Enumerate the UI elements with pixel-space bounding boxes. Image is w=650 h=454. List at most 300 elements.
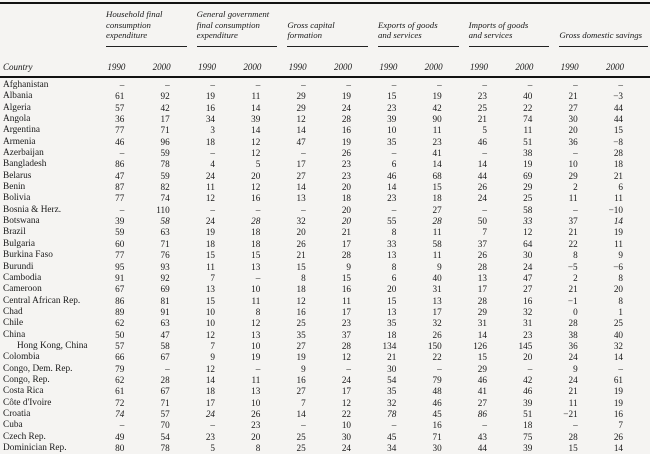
value-cell: 21: [477, 114, 487, 125]
table-row: [0, 77, 650, 91]
value-cell: 37: [477, 238, 487, 249]
value-cell: 9: [573, 363, 578, 374]
group-title-line: expenditure: [106, 30, 148, 41]
value-cell: 19: [613, 386, 623, 397]
value-cell: 14: [613, 352, 623, 363]
value-cell: 46: [523, 386, 533, 397]
value-cell: 8: [255, 443, 261, 453]
group-header-exports: [378, 3, 469, 47]
year-header-row: [0, 47, 650, 77]
value-cell: 11: [614, 238, 623, 249]
group-title-line: General government: [196, 9, 270, 20]
value-cell: −1: [567, 295, 578, 306]
value-cell: 19: [205, 91, 215, 102]
value-cell: 2: [573, 272, 578, 283]
year-header-2000: 2000: [514, 47, 559, 77]
value-cell: 16: [205, 102, 215, 113]
value-cell: –: [573, 80, 578, 90]
group-header-gross-domestic-savings: [559, 3, 650, 47]
value-cell: 40: [523, 91, 533, 102]
country-header-spacer: [0, 3, 106, 47]
table-row: [0, 409, 650, 420]
table-row: [0, 330, 650, 341]
value-cell: 11: [206, 261, 215, 272]
value-cell: 35: [387, 386, 397, 397]
value-cell: −8: [613, 136, 623, 147]
value-cell: 30: [523, 250, 533, 261]
value-cell: –: [165, 80, 170, 90]
country-cell: Azerbaijan: [3, 148, 44, 159]
table-row: [0, 205, 650, 216]
country-cell: Chile: [3, 318, 24, 329]
value-cell: 71: [160, 397, 170, 408]
value-cell: 32: [432, 318, 442, 329]
value-cell: 19: [613, 397, 623, 408]
value-cell: 11: [432, 227, 442, 238]
value-cell: –: [301, 204, 306, 215]
value-cell: 32: [387, 397, 397, 408]
value-cell: 28: [477, 261, 487, 272]
group-title-line: consumption: [106, 19, 151, 30]
value-cell: 15: [387, 295, 397, 306]
value-cell: 10: [251, 340, 261, 351]
value-cell: 110: [156, 204, 170, 215]
value-cell: 5: [255, 159, 261, 170]
value-cell: 31: [432, 284, 442, 295]
value-cell: –: [210, 80, 215, 90]
country-cell: Belarus: [3, 170, 32, 181]
value-cell: 59: [160, 148, 170, 159]
value-cell: 31: [523, 318, 533, 329]
value-cell: 29: [477, 306, 487, 317]
value-cell: 23: [341, 170, 351, 181]
value-cell: 11: [251, 374, 261, 385]
country-cell: Chad: [3, 306, 23, 317]
value-cell: –: [573, 148, 578, 159]
value-cell: 25: [613, 318, 623, 329]
value-cell: 9: [618, 250, 623, 261]
value-cell: –: [119, 420, 125, 431]
value-cell: 63: [160, 318, 170, 329]
value-cell: –: [391, 148, 397, 159]
value-cell: 25: [296, 318, 306, 329]
value-cell: 46: [477, 374, 487, 385]
value-cell: 41: [477, 386, 487, 397]
value-cell: –: [437, 363, 442, 374]
value-cell: 25: [523, 193, 533, 204]
value-cell: 13: [387, 250, 397, 261]
year-header-1990: 1990: [378, 47, 423, 77]
table-row: [0, 386, 650, 397]
value-cell: 21: [296, 250, 306, 261]
value-cell: 28: [568, 318, 578, 329]
value-cell: 11: [568, 193, 578, 204]
value-cell: 14: [613, 216, 623, 227]
value-cell: 32: [613, 340, 623, 351]
group-header-imports: [469, 3, 560, 47]
table-row: [0, 216, 650, 227]
value-cell: –: [255, 204, 261, 215]
value-cell: 62: [115, 318, 125, 329]
value-cell: 28: [613, 148, 623, 159]
value-cell: 12: [296, 295, 306, 306]
value-cell: 18: [341, 193, 351, 204]
value-cell: 22: [432, 352, 442, 363]
value-cell: 12: [251, 148, 261, 159]
value-cell: 36: [568, 340, 578, 351]
value-cell: 46: [432, 397, 442, 408]
country-cell: Cambodia: [3, 272, 42, 283]
value-cell: 29: [568, 170, 578, 181]
value-cell: –: [255, 80, 261, 90]
value-cell: –: [482, 148, 487, 159]
table-row: [0, 318, 650, 329]
value-cell: 14: [477, 159, 487, 170]
value-cell: 19: [432, 91, 442, 102]
value-cell: 11: [568, 397, 578, 408]
value-cell: 74: [160, 193, 170, 204]
value-cell: 28: [341, 114, 351, 125]
value-cell: 20: [341, 216, 351, 227]
value-cell: 17: [160, 114, 170, 125]
table-header: [0, 3, 650, 77]
country-cell: Bolivia: [3, 193, 31, 204]
table-row: [0, 103, 650, 114]
value-cell: 12: [296, 114, 306, 125]
year-header-1990: 1990: [197, 47, 242, 77]
value-cell: 11: [342, 295, 351, 306]
value-cell: 6: [391, 272, 397, 283]
value-cell: 12: [205, 193, 215, 204]
value-cell: 15: [568, 443, 578, 453]
value-cell: 61: [115, 386, 125, 397]
value-cell: 37: [341, 329, 351, 340]
value-cell: 47: [296, 136, 306, 147]
value-cell: 11: [251, 295, 261, 306]
group-header-gross-capital-formation: [287, 3, 378, 47]
table-row: [0, 193, 650, 204]
country-cell: Bosnia & Herz.: [3, 204, 62, 215]
value-cell: 24: [341, 102, 351, 113]
value-cell: –: [346, 80, 351, 90]
value-cell: 17: [205, 397, 215, 408]
value-cell: 61: [115, 91, 125, 102]
value-cell: 17: [341, 238, 351, 249]
value-cell: 78: [160, 159, 170, 170]
value-cell: 47: [160, 329, 170, 340]
value-cell: 69: [523, 170, 533, 181]
value-cell: 25: [477, 102, 487, 113]
value-cell: 28: [432, 216, 442, 227]
year-header-1990: 1990: [559, 47, 604, 77]
value-cell: 17: [432, 306, 442, 317]
value-cell: –: [391, 80, 397, 90]
value-cell: 90: [432, 114, 442, 125]
value-cell: 42: [160, 102, 170, 113]
value-cell: 42: [432, 102, 442, 113]
country-cell: Colombia: [3, 352, 40, 363]
table-row: [0, 273, 650, 284]
value-cell: 86: [477, 408, 487, 419]
value-cell: 28: [568, 431, 578, 442]
value-cell: 21: [568, 284, 578, 295]
value-cell: 39: [115, 216, 125, 227]
value-cell: 58: [432, 238, 442, 249]
value-cell: 18: [205, 238, 215, 249]
group-title-line: Gross domestic savings: [559, 30, 643, 41]
value-cell: 54: [160, 431, 170, 442]
value-cell: 8: [573, 250, 578, 261]
value-cell: 48: [432, 386, 442, 397]
group-title-line: Household final: [106, 9, 163, 20]
value-cell: 18: [523, 420, 533, 431]
value-cell: 9: [346, 261, 351, 272]
value-cell: 29: [296, 102, 306, 113]
table-row: [0, 296, 650, 307]
table-row: [0, 250, 650, 261]
group-title-line: and services: [468, 30, 513, 41]
value-cell: 17: [477, 284, 487, 295]
value-cell: 14: [387, 182, 397, 193]
value-cell: 24: [341, 443, 351, 453]
value-cell: 31: [477, 318, 487, 329]
value-cell: –: [255, 272, 261, 283]
value-cell: 12: [251, 182, 261, 193]
value-cell: 29: [523, 182, 533, 193]
value-cell: –: [119, 204, 125, 215]
value-cell: 75: [523, 431, 533, 442]
value-cell: 9: [210, 352, 215, 363]
value-cell: 46: [115, 136, 125, 147]
value-cell: 58: [523, 204, 533, 215]
group-header-row: [0, 3, 650, 47]
value-cell: 10: [251, 397, 261, 408]
value-cell: 63: [160, 227, 170, 238]
value-cell: 20: [387, 284, 397, 295]
value-cell: 69: [160, 284, 170, 295]
value-cell: 9: [301, 363, 306, 374]
value-cell: 15: [296, 261, 306, 272]
year-header-2000: 2000: [333, 47, 378, 77]
year-header-1990: 1990: [287, 47, 332, 77]
value-cell: 58: [160, 216, 170, 227]
value-cell: 91: [115, 272, 125, 283]
value-cell: 12: [341, 352, 351, 363]
country-column-header: Country: [0, 47, 106, 77]
value-cell: 20: [341, 204, 351, 215]
table-row: [0, 227, 650, 238]
value-cell: 76: [160, 250, 170, 261]
value-cell: 45: [432, 408, 442, 419]
value-cell: 47: [523, 272, 533, 283]
table-row: [0, 137, 650, 148]
group-title-line: final consumption: [196, 19, 260, 30]
value-cell: 11: [251, 91, 261, 102]
value-cell: −10: [608, 204, 623, 215]
value-cell: 13: [251, 386, 261, 397]
value-cell: 14: [477, 329, 487, 340]
value-cell: 86: [115, 159, 125, 170]
value-cell: 51: [523, 408, 533, 419]
value-cell: 134: [382, 340, 397, 351]
group-title-line: Gross capital: [287, 19, 335, 30]
value-cell: 21: [341, 227, 351, 238]
value-cell: –: [482, 420, 487, 431]
value-cell: 4: [210, 159, 215, 170]
value-cell: 8: [618, 295, 623, 306]
value-cell: 46: [387, 170, 397, 181]
value-cell: 11: [614, 193, 623, 204]
value-cell: 18: [251, 238, 261, 249]
value-cell: 14: [205, 374, 215, 385]
value-cell: 18: [251, 227, 261, 238]
value-cell: 41: [432, 148, 442, 159]
country-cell: Brazil: [3, 227, 26, 238]
table-row: [0, 375, 650, 386]
group-header-government-consumption: [197, 3, 288, 47]
value-cell: 78: [160, 443, 170, 453]
value-cell: 58: [160, 340, 170, 351]
value-cell: 14: [296, 125, 306, 136]
value-cell: 13: [432, 295, 442, 306]
value-cell: 15: [205, 250, 215, 261]
value-cell: 20: [613, 284, 623, 295]
value-cell: 26: [251, 408, 261, 419]
table-row: [0, 364, 650, 375]
value-cell: 14: [613, 443, 623, 453]
value-cell: 24: [205, 216, 215, 227]
value-cell: 13: [477, 272, 487, 283]
value-cell: 96: [160, 136, 170, 147]
value-cell: 16: [432, 420, 442, 431]
value-cell: 0: [573, 306, 578, 317]
value-cell: 71: [160, 125, 170, 136]
value-cell: 145: [518, 340, 533, 351]
value-cell: 6: [391, 159, 397, 170]
value-cell: –: [391, 420, 397, 431]
value-cell: 57: [160, 408, 170, 419]
value-cell: –: [527, 363, 533, 374]
value-cell: 34: [387, 443, 397, 453]
value-cell: 26: [613, 431, 623, 442]
table-row: [0, 307, 650, 318]
value-cell: 92: [160, 272, 170, 283]
country-cell: Burkina Faso: [3, 250, 53, 261]
value-cell: 27: [568, 102, 578, 113]
value-cell: 34: [205, 114, 215, 125]
group-title: [106, 9, 187, 47]
value-cell: 32: [296, 216, 306, 227]
value-cell: 40: [432, 272, 442, 283]
value-cell: 19: [613, 227, 623, 238]
value-cell: 20: [568, 125, 578, 136]
value-cell: 71: [432, 431, 442, 442]
value-cell: 20: [251, 170, 261, 181]
value-cell: 19: [341, 91, 351, 102]
value-cell: 27: [477, 397, 487, 408]
value-cell: 23: [523, 329, 533, 340]
value-cell: –: [119, 148, 125, 159]
value-cell: 8: [618, 272, 623, 283]
value-cell: 21: [568, 227, 578, 238]
value-cell: 10: [205, 306, 215, 317]
value-cell: 44: [613, 114, 623, 125]
value-cell: 8: [301, 272, 306, 283]
value-cell: 46: [477, 136, 487, 147]
value-cell: 39: [251, 114, 261, 125]
table-row: [0, 114, 650, 125]
value-cell: 16: [613, 408, 623, 419]
value-cell: 24: [205, 170, 215, 181]
value-cell: 10: [387, 125, 397, 136]
value-cell: 26: [296, 238, 306, 249]
value-cell: 57: [115, 102, 125, 113]
value-cell: 22: [568, 238, 578, 249]
table-row: [0, 159, 650, 170]
value-cell: 74: [523, 114, 533, 125]
value-cell: –: [210, 148, 215, 159]
table-row: [0, 182, 650, 193]
value-cell: 24: [205, 408, 215, 419]
value-cell: 19: [341, 136, 351, 147]
value-cell: –: [210, 420, 215, 431]
value-cell: 16: [296, 306, 306, 317]
value-cell: 18: [205, 386, 215, 397]
country-cell: Congo, Dem. Rep.: [3, 363, 73, 374]
year-header-2000: 2000: [151, 47, 196, 77]
group-title: [287, 20, 368, 47]
value-cell: 27: [296, 170, 306, 181]
value-cell: 51: [523, 136, 533, 147]
value-cell: 11: [523, 125, 533, 136]
table-row: [0, 432, 650, 443]
country-cell: Burundi: [3, 261, 34, 272]
value-cell: 70: [160, 420, 170, 431]
country-cell: Botswana: [3, 216, 40, 227]
value-cell: 21: [613, 170, 623, 181]
value-cell: 14: [432, 159, 442, 170]
value-cell: 7: [618, 420, 623, 431]
value-cell: 22: [523, 102, 533, 113]
value-cell: 38: [568, 329, 578, 340]
value-cell: 3: [210, 125, 215, 136]
value-cell: 20: [523, 352, 533, 363]
year-header-2000: 2000: [605, 47, 650, 77]
value-cell: 35: [387, 136, 397, 147]
value-cell: 16: [251, 193, 261, 204]
value-cell: 82: [160, 182, 170, 193]
value-cell: 40: [613, 329, 623, 340]
country-cell: Bangladesh: [3, 159, 47, 170]
group-title: [197, 9, 278, 47]
value-cell: 8: [255, 306, 261, 317]
value-cell: 8: [391, 261, 397, 272]
value-cell: 27: [432, 204, 442, 215]
value-cell: 16: [296, 374, 306, 385]
value-cell: 21: [568, 91, 578, 102]
group-title: [469, 20, 550, 47]
value-cell: 87: [115, 182, 125, 193]
value-cell: 23: [432, 136, 442, 147]
value-cell: 8: [391, 227, 397, 238]
value-cell: −3: [613, 91, 623, 102]
table-row: [0, 341, 650, 352]
value-cell: 57: [115, 340, 125, 351]
value-cell: 26: [477, 182, 487, 193]
value-cell: 61: [613, 374, 623, 385]
value-cell: 77: [115, 250, 125, 261]
country-cell: Benin: [3, 182, 26, 193]
